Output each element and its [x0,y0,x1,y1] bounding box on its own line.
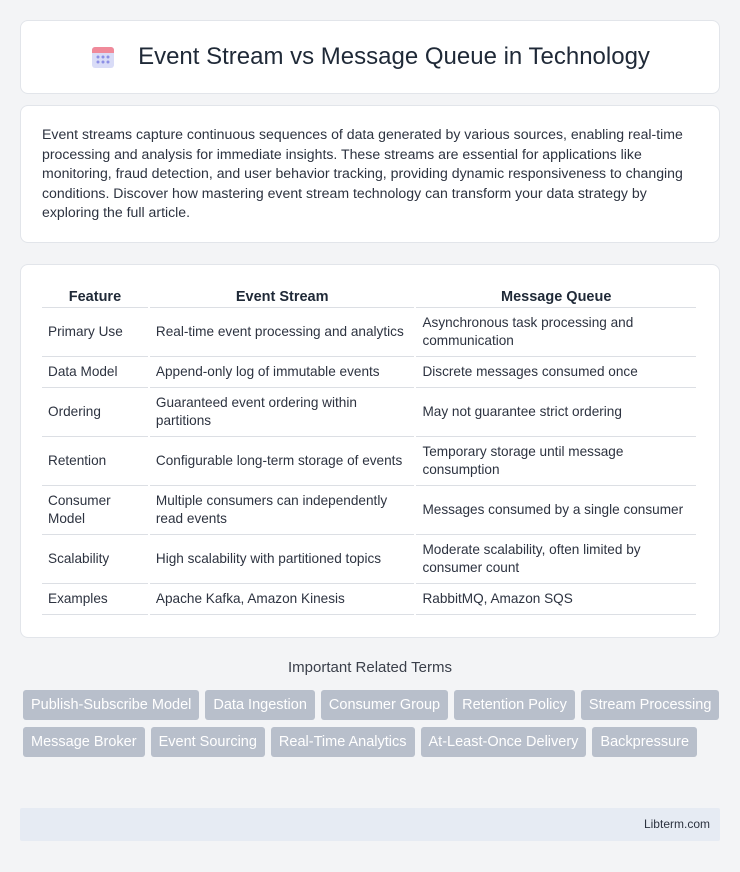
table-row [42,388,696,437]
table-header-row [42,283,696,308]
table-row [42,437,696,486]
row-event-stream: Apache Kafka, Amazon Kinesis [150,584,415,615]
row-feature: Scalability [42,535,148,584]
footer-site-link[interactable]: Libterm.com [643,817,710,831]
row-message-queue: Temporary storage until message consumption [416,437,696,486]
intro-text: Event streams capture continuous sequences of data generated by various sources, enabling real-time processing and analysis for immediate insights. These streams are essential for applications like monitoring, fraud detection, and user behavior tracking, providing dynamic responsiveness to changing conditions. Discover how mastering event stream technology can transform your data strategy by exploring the full article. [42,126,683,221]
row-feature: Ordering [42,388,148,437]
row-message-queue: Moderate scalability, often limited by consumer count [416,535,696,584]
table-row [42,486,696,535]
intro-card [20,105,720,243]
related-terms-list [23,690,723,757]
row-feature: Examples [42,584,148,615]
row-feature: Consumer Model [42,486,148,535]
table-row [42,308,696,357]
tag-consumer-group[interactable]: Consumer Group [321,690,448,720]
row-event-stream: Configurable long-term storage of events [150,437,415,486]
header-message-queue: Message Queue [416,283,696,308]
row-message-queue: Asynchronous task processing and communication [416,308,696,357]
row-feature: Retention [42,437,148,486]
row-event-stream: Real-time event processing and analytics [150,308,415,357]
footer [20,808,720,841]
comparison-table [40,283,698,615]
tag-publish-subscribe-model[interactable]: Publish-Subscribe Model [23,690,199,720]
table-row [42,357,696,388]
row-message-queue: Messages consumed by a single consumer [416,486,696,535]
tag-stream-processing[interactable]: Stream Processing [581,690,720,720]
tag-event-sourcing[interactable]: Event Sourcing [151,727,265,757]
tag-message-broker[interactable]: Message Broker [23,727,145,757]
row-event-stream: High scalability with partitioned topics [150,535,415,584]
row-event-stream: Multiple consumers can independently read events [150,486,415,535]
table-row [42,535,696,584]
tag-backpressure[interactable]: Backpressure [592,727,697,757]
row-message-queue: Discrete messages consumed once [416,357,696,388]
row-event-stream: Guaranteed event ordering within partitions [150,388,415,437]
page-title: Event Stream vs Message Queue in Technology [138,43,650,70]
tag-retention-policy[interactable]: Retention Policy [454,690,575,720]
title-card [20,20,720,94]
row-feature: Primary Use [42,308,148,357]
calendar-icon [90,44,116,70]
tag-data-ingestion[interactable]: Data Ingestion [205,690,315,720]
comparison-card [20,264,720,638]
tag-at-least-once-delivery[interactable]: At-Least-Once Delivery [421,727,587,757]
row-event-stream: Append-only log of immutable events [150,357,415,388]
row-feature: Data Model [42,357,148,388]
header-feature: Feature [42,283,148,308]
tag-real-time-analytics[interactable]: Real-Time Analytics [271,727,415,757]
table-row [42,584,696,615]
related-terms-title: Important Related Terms [288,659,452,676]
row-message-queue: May not guarantee strict ordering [416,388,696,437]
row-message-queue: RabbitMQ, Amazon SQS [416,584,696,615]
header-event-stream: Event Stream [150,283,415,308]
